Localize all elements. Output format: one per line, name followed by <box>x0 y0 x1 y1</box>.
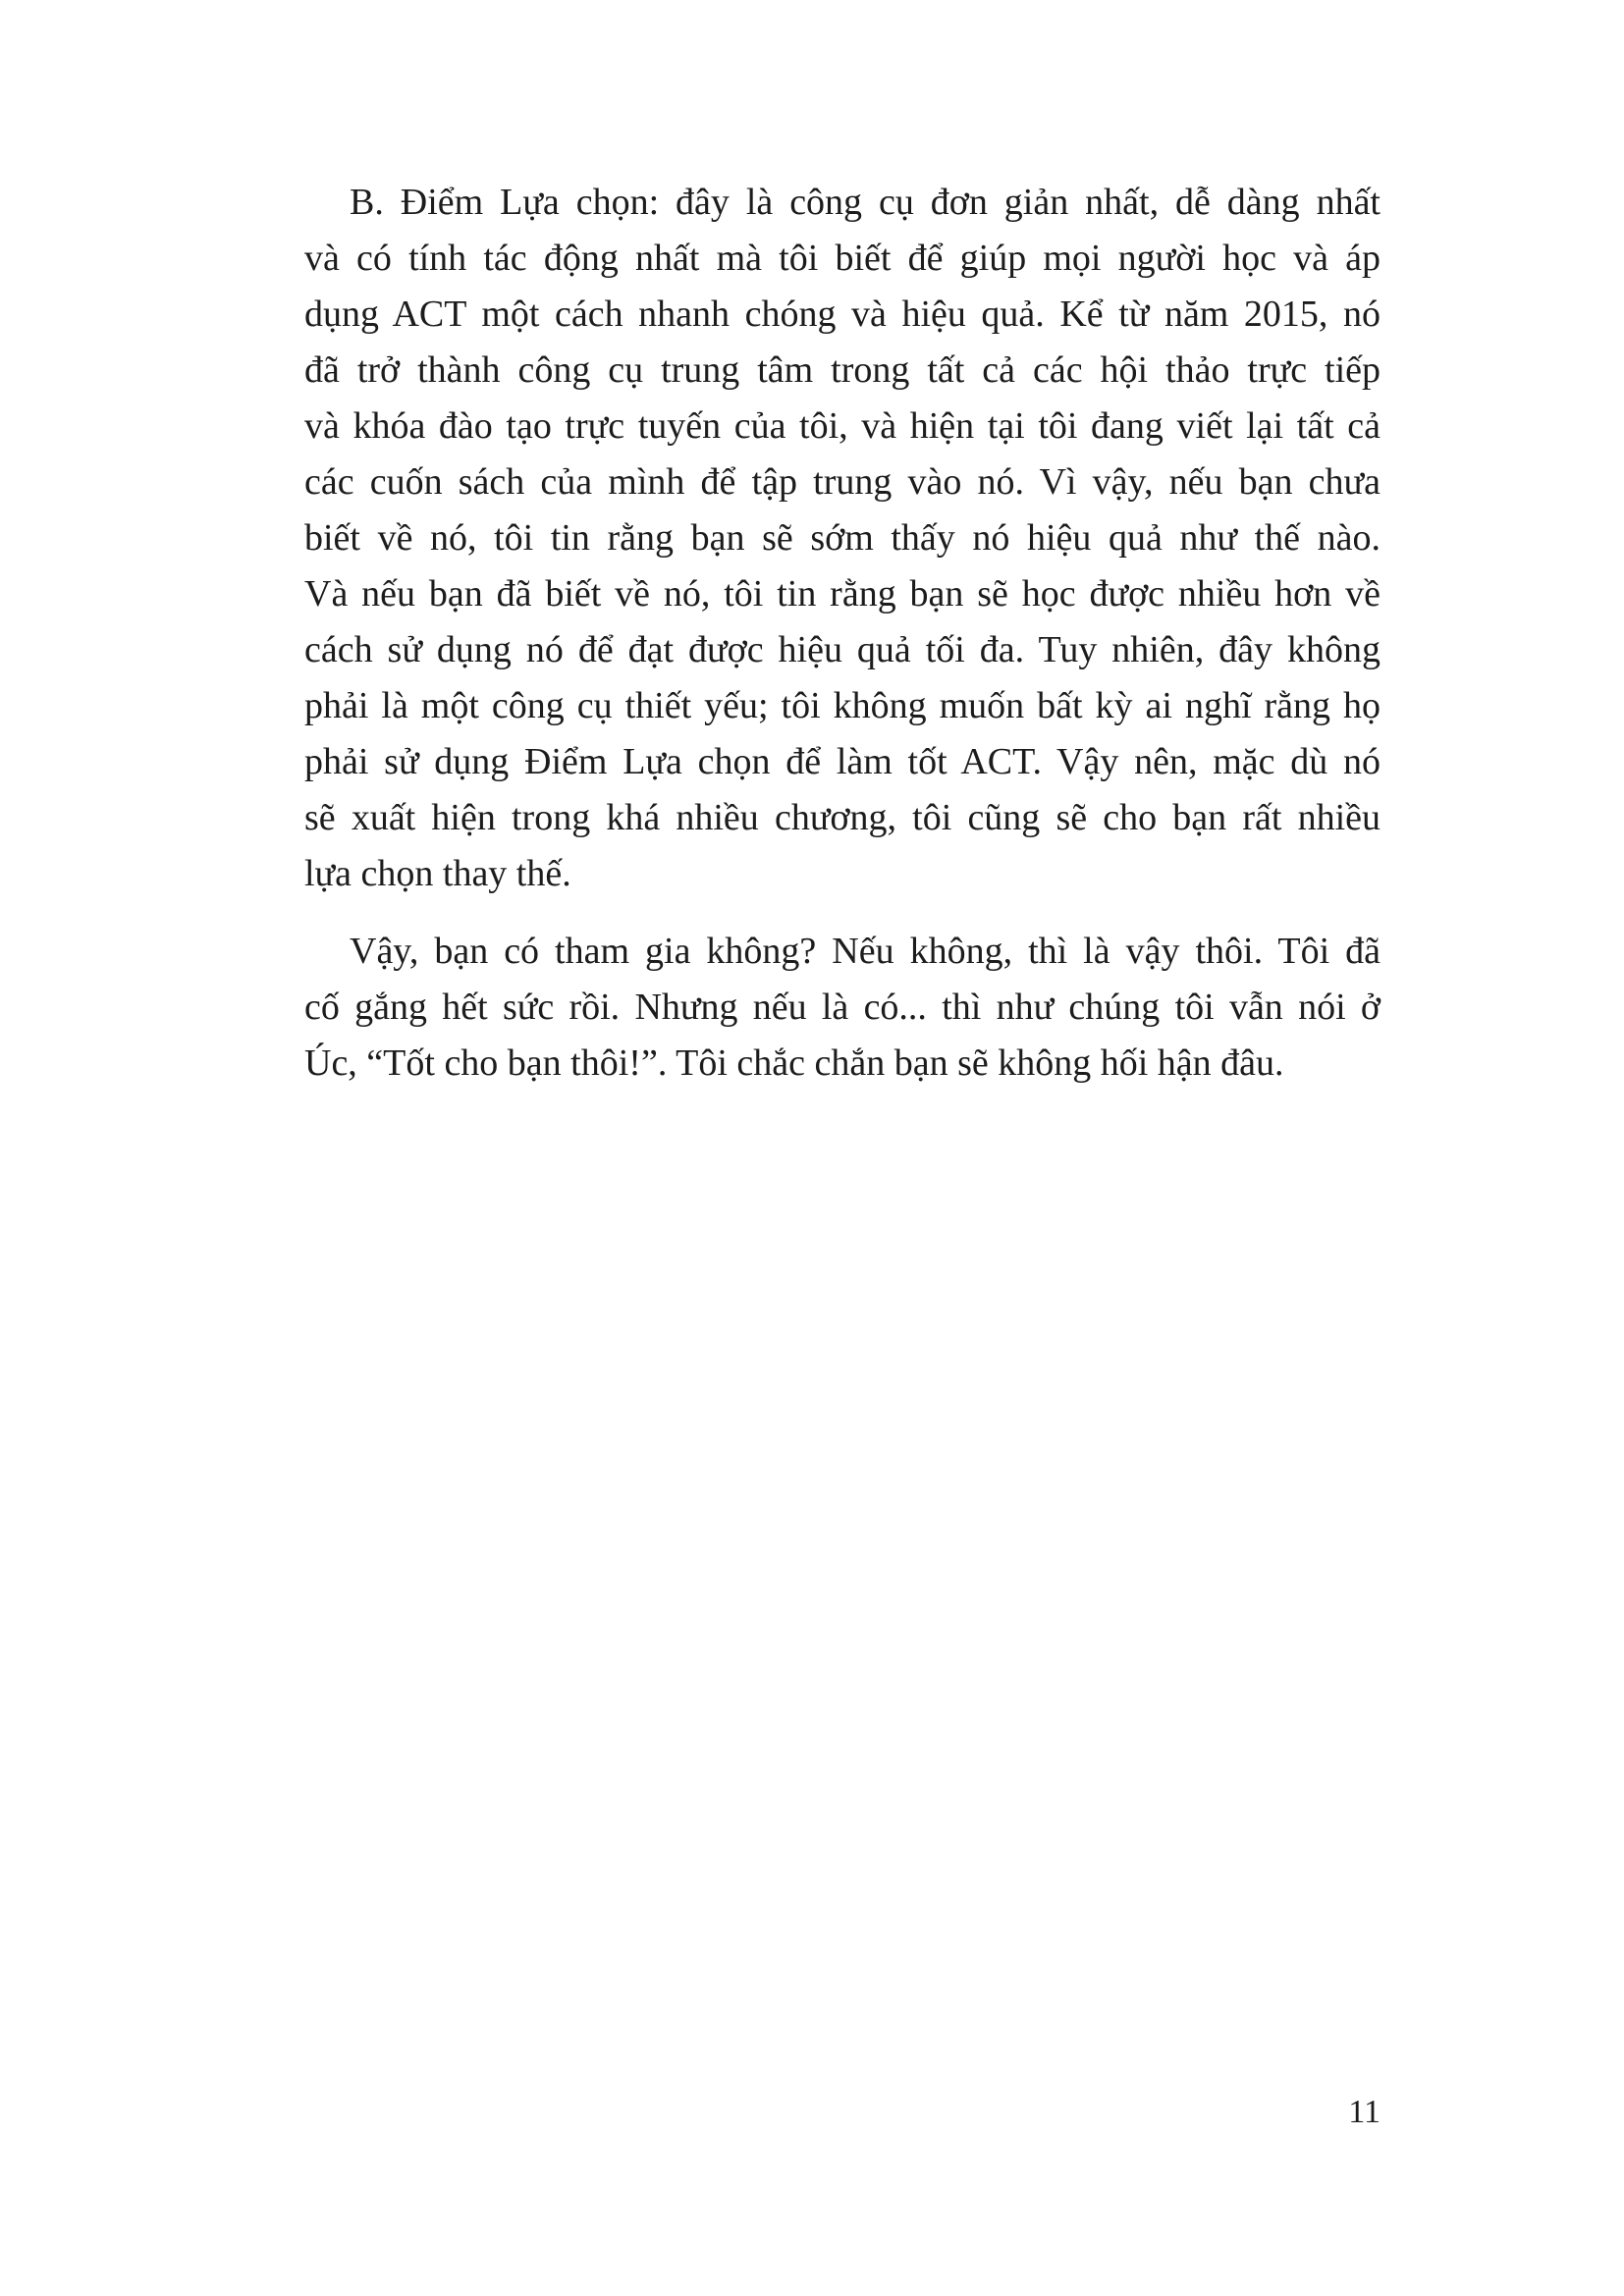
text-line: các cuốn sách của mình để tập trung vào nó. Vì vậy, nếu bạn chưa <box>304 461 1380 503</box>
text-line: B. Điểm Lựa chọn: đây là công cụ đơn giản nhất, dễ dàng nhất <box>350 182 1380 223</box>
text-line: Vậy, bạn có tham gia không? Nếu không, thì là vậy thôi. Tôi đã <box>350 931 1380 972</box>
paragraph-choice-point <box>304 175 1380 902</box>
text-line: phải là một công cụ thiết yếu; tôi không muốn bất kỳ ai nghĩ rằng họ <box>304 685 1380 726</box>
paragraph-closing <box>304 924 1380 1092</box>
text-line: lựa chọn thay thế. <box>304 853 571 894</box>
text-line: đã trở thành công cụ trung tâm trong tất cả các hội thảo trực tiếp <box>304 349 1380 391</box>
text-line: sẽ xuất hiện trong khá nhiều chương, tôi cũng sẽ cho bạn rất nhiều <box>304 797 1380 838</box>
text-line: và khóa đào tạo trực tuyến của tôi, và hiện tại tôi đang viết lại tất cả <box>304 405 1380 447</box>
text-line: dụng ACT một cách nhanh chóng và hiệu quả. Kể từ năm 2015, nó <box>304 294 1380 335</box>
page-number: 11 <box>1348 2094 1380 2130</box>
text-line: Úc, “Tốt cho bạn thôi!”. Tôi chắc chắn bạn sẽ không hối hận đâu. <box>304 1042 1284 1084</box>
text-line: phải sử dụng Điểm Lựa chọn để làm tốt ACT. Vậy nên, mặc dù nó <box>304 741 1380 782</box>
text-line: biết về nó, tôi tin rằng bạn sẽ sớm thấy nó hiệu quả như thế nào. <box>304 517 1380 559</box>
text-line: Và nếu bạn đã biết về nó, tôi tin rằng bạn sẽ học được nhiều hơn về <box>304 573 1380 614</box>
text-line: cố gắng hết sức rồi. Nhưng nếu là có... thì như chúng tôi vẫn nói ở <box>304 987 1380 1028</box>
text-line: cách sử dụng nó để đạt được hiệu quả tối đa. Tuy nhiên, đây không <box>304 629 1380 670</box>
paragraph-spacer <box>304 902 1380 924</box>
text-line: và có tính tác động nhất mà tôi biết để giúp mọi người học và áp <box>304 238 1380 279</box>
page-body <box>304 175 1380 1092</box>
